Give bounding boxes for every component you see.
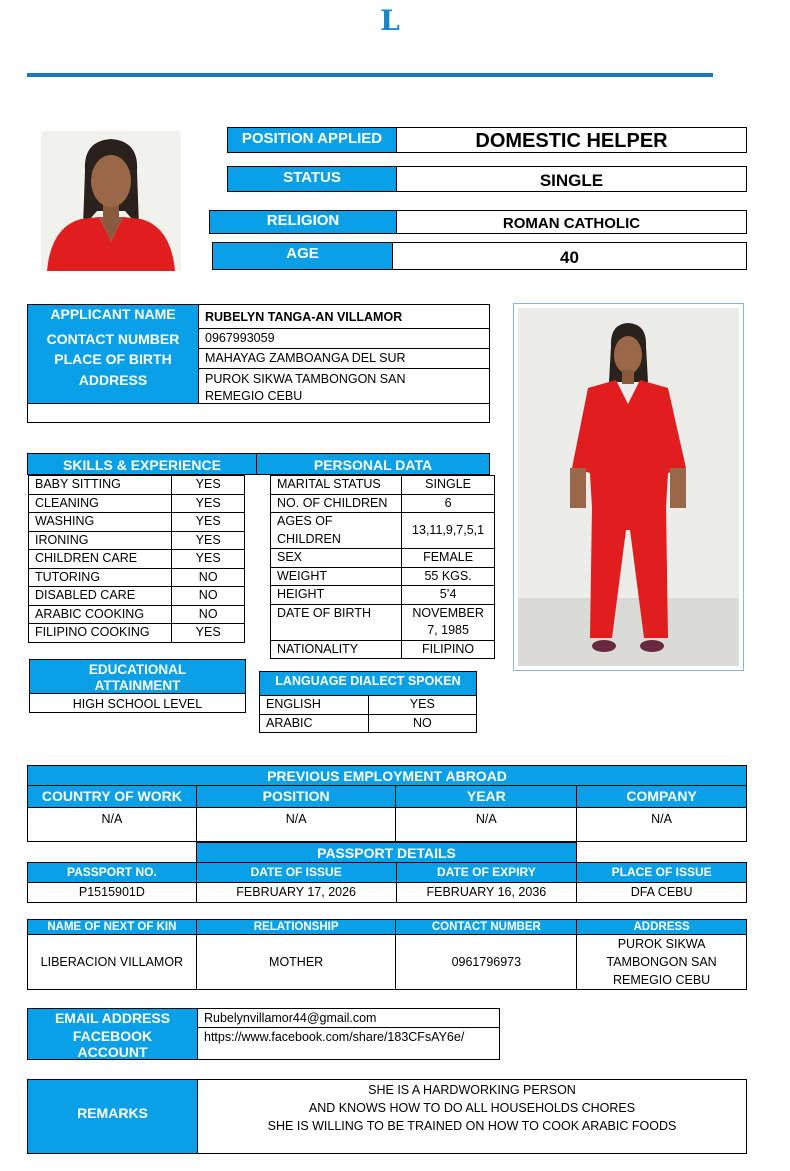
skill-row [29, 476, 245, 495]
kin-cell: LIBERACION VILLAMOR [28, 935, 197, 990]
education-header: EDUCATIONAL ATTAINMENT [29, 659, 246, 694]
passport-cell: FEBRUARY 17, 2026 [196, 883, 396, 903]
personal-data-header: PERSONAL DATA [256, 453, 490, 475]
skill-value: YES [172, 513, 245, 532]
employment-column-header: COUNTRY OF WORK [28, 786, 197, 808]
kin-header-row [28, 920, 747, 935]
skill-name: FILIPINO COOKING [29, 624, 172, 643]
personal-value: NOVEMBER 7, 1985 [402, 604, 495, 640]
kin-column-header: CONTACT NUMBER [396, 920, 577, 935]
personal-label: HEIGHT [271, 586, 402, 605]
skill-value: YES [172, 476, 245, 495]
personal-row [271, 549, 495, 568]
language-value: NO [368, 714, 476, 733]
skill-name: IRONING [29, 531, 172, 550]
agency-logo: L [380, 4, 400, 37]
email-label: EMAIL ADDRESS [54, 1010, 171, 1026]
skill-row [29, 513, 245, 532]
language-value: YES [368, 696, 476, 715]
online-contact [27, 1008, 500, 1060]
skill-value: NO [172, 605, 245, 624]
position-applied-value: DOMESTIC HELPER [396, 127, 747, 153]
personal-row [271, 640, 495, 659]
kin-table [27, 919, 747, 990]
skill-value: YES [172, 624, 245, 643]
remarks-box [27, 1079, 747, 1154]
skills-header: SKILLS & EXPERIENCE [27, 453, 257, 475]
passport-table [27, 862, 747, 903]
facebook-label: FACEBOOK ACCOUNT [72, 1028, 153, 1060]
personal-label: SEX [271, 549, 402, 568]
applicant-name-label: APPLICANT NAME [50, 306, 176, 322]
skill-name: CHILDREN CARE [29, 550, 172, 569]
employment-column-header: YEAR [396, 786, 577, 808]
skill-row [29, 624, 245, 643]
personal-row [271, 494, 495, 513]
personal-value: 5’4 [402, 586, 495, 605]
portrait-photo [41, 131, 181, 271]
kin-row [28, 935, 747, 990]
employment-cell: N/A [196, 808, 396, 842]
contact-number-label: CONTACT NUMBER [46, 331, 180, 347]
remarks-line: SHE IS A HARDWORKING PERSON [368, 1083, 576, 1097]
passport-row [28, 883, 747, 903]
personal-value: 6 [402, 494, 495, 513]
employment-header-row [28, 786, 747, 808]
skill-row [29, 605, 245, 624]
passport-cell: FEBRUARY 16, 2036 [396, 883, 577, 903]
passport-cell: P1515901D [28, 883, 197, 903]
passport-column-header: DATE OF ISSUE [196, 863, 396, 883]
skill-row [29, 494, 245, 513]
personal-row [271, 586, 495, 605]
passport-cell: DFA CEBU [577, 883, 747, 903]
language-name: ENGLISH [260, 696, 369, 715]
skill-value: NO [172, 587, 245, 606]
age-value: 40 [392, 242, 747, 270]
personal-row [271, 604, 495, 640]
personal-label: MARITAL STATUS [271, 476, 402, 495]
personal-value: 55 KGS. [402, 567, 495, 586]
skill-name: ARABIC COOKING [29, 605, 172, 624]
personal-label: NO. OF CHILDREN [271, 494, 402, 513]
personal-data-table [270, 475, 495, 659]
skill-value: YES [172, 494, 245, 513]
skill-row [29, 568, 245, 587]
skill-value: YES [172, 531, 245, 550]
address-value: PUROK SIKWA TAMBONGON SAN REMEGIO CEBU [205, 372, 406, 403]
place-of-birth-value: MAHAYAG ZAMBOANGA DEL SUR [199, 349, 489, 369]
kin-cell: PUROK SIKWA TAMBONGON SAN REMEGIO CEBU [577, 935, 747, 990]
skill-row [29, 531, 245, 550]
personal-row [271, 513, 495, 549]
passport-header-row [28, 863, 747, 883]
employment-cell: N/A [396, 808, 577, 842]
employment-header: PREVIOUS EMPLOYMENT ABROAD [27, 765, 747, 785]
employment-cell: N/A [28, 808, 197, 842]
header-rule [27, 73, 713, 77]
full-body-photo [513, 303, 744, 671]
employment-column-header: COMPANY [577, 786, 747, 808]
religion-label: RELIGION [209, 210, 397, 234]
language-header: LANGUAGE DIALECT SPOKEN [259, 671, 477, 696]
language-name: ARABIC [260, 714, 369, 733]
passport-header: PASSPORT DETAILS [196, 842, 577, 862]
skill-value: YES [172, 550, 245, 569]
passport-column-header: DATE OF EXPIRY [396, 863, 577, 883]
facebook-link[interactable]: https://www.facebook.com/share/183CFsAY6e/ [204, 1030, 465, 1044]
personal-value: SINGLE [402, 476, 495, 495]
email-value[interactable]: Rubelynvillamor44@gmail.com [198, 1009, 499, 1028]
age-label: AGE [212, 242, 393, 270]
language-row [260, 696, 477, 715]
place-of-birth-label: PLACE OF BIRTH [54, 351, 172, 367]
education-value: HIGH SCHOOL LEVEL [29, 693, 246, 713]
personal-label: NATIONALITY [271, 640, 402, 659]
skill-value: NO [172, 568, 245, 587]
status-value: SINGLE [396, 166, 747, 192]
passport-column-header: PASSPORT NO. [28, 863, 197, 883]
kin-column-header: RELATIONSHIP [196, 920, 396, 935]
applicant-info [27, 304, 490, 423]
employment-cell: N/A [577, 808, 747, 842]
personal-row [271, 567, 495, 586]
remarks-label: REMARKS [28, 1080, 197, 1153]
employment-column-header: POSITION [196, 786, 396, 808]
language-row [260, 714, 477, 733]
personal-value: FEMALE [402, 549, 495, 568]
skill-row [29, 587, 245, 606]
address-label: ADDRESS [78, 372, 148, 388]
skills-table [28, 475, 245, 643]
language-table [259, 695, 477, 733]
kin-cell: 0961796973 [396, 935, 577, 990]
personal-value: FILIPINO [402, 640, 495, 659]
personal-label: DATE OF BIRTH [271, 604, 402, 640]
personal-value: 13,11,9,7,5,1 [402, 513, 495, 549]
employment-table [27, 785, 747, 842]
remarks-text [197, 1080, 746, 1153]
remarks-line: AND KNOWS HOW TO DO ALL HOUSEHOLDS CHORES [308, 1101, 636, 1115]
position-applied-label: POSITION APPLIED [227, 127, 397, 153]
contact-number-value: 0967993059 [199, 329, 489, 349]
skill-name: WASHING [29, 513, 172, 532]
kin-cell: MOTHER [196, 935, 396, 990]
kin-column-header: NAME OF NEXT OF KIN [28, 920, 197, 935]
remarks-line: SHE IS WILLING TO BE TRAINED ON HOW TO COOK ARABIC FOODS [267, 1119, 677, 1133]
skill-name: BABY SITTING [29, 476, 172, 495]
skill-name: TUTORING [29, 568, 172, 587]
skill-name: CLEANING [29, 494, 172, 513]
applicant-name-value: RUBELYN TANGA-AN VILLAMOR [199, 305, 489, 329]
religion-value: ROMAN CATHOLIC [396, 210, 747, 234]
skill-name: DISABLED CARE [29, 587, 172, 606]
employment-row [28, 808, 747, 842]
personal-label: WEIGHT [271, 567, 402, 586]
personal-row [271, 476, 495, 495]
status-label: STATUS [227, 166, 397, 192]
applicant-labels [28, 305, 198, 403]
personal-label: AGES OF CHILDREN [271, 513, 402, 549]
passport-column-header: PLACE OF ISSUE [577, 863, 747, 883]
kin-column-header: ADDRESS [577, 920, 747, 935]
skill-row [29, 550, 245, 569]
